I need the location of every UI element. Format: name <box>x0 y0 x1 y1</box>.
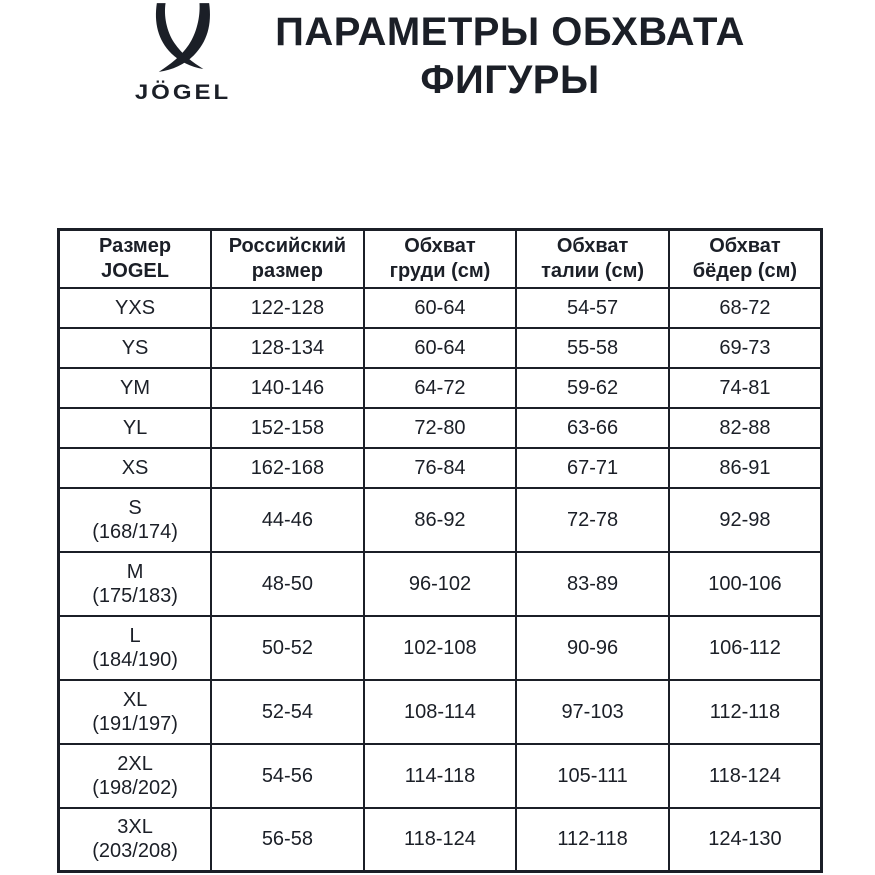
chest-cell: 64-72 <box>364 368 517 408</box>
table-row <box>59 328 822 368</box>
waist-cell: 54-57 <box>516 288 669 328</box>
hips-cell: 118-124 <box>669 744 822 808</box>
hips-cell: 86-91 <box>669 448 822 488</box>
chest-cell: 60-64 <box>364 328 517 368</box>
waist-cell: 90-96 <box>516 616 669 680</box>
size-cell: M (175/183) <box>59 552 212 616</box>
chest-cell: 72-80 <box>364 408 517 448</box>
hips-cell: 124-130 <box>669 808 822 872</box>
col-header-jogel-size: Размер JOGEL <box>59 230 212 288</box>
page-title-line1: ПАРАМЕТРЫ ОБХВАТА <box>275 10 745 54</box>
jogel-v-mark-icon <box>152 2 214 74</box>
size-cell: XS <box>59 448 212 488</box>
chest-cell: 108-114 <box>364 680 517 744</box>
russian-size-cell: 48-50 <box>211 552 364 616</box>
hips-cell: 92-98 <box>669 488 822 552</box>
russian-size-cell: 128-134 <box>211 328 364 368</box>
size-cell: 2XL (198/202) <box>59 744 212 808</box>
page-title-line2: ФИГУРЫ <box>420 58 600 102</box>
size-cell: YS <box>59 328 212 368</box>
chest-cell: 76-84 <box>364 448 517 488</box>
table-row <box>59 368 822 408</box>
table-row <box>59 448 822 488</box>
waist-cell: 112-118 <box>516 808 669 872</box>
col-header-waist: Обхват талии (см) <box>516 230 669 288</box>
size-cell: 3XL (203/208) <box>59 808 212 872</box>
russian-size-cell: 44-46 <box>211 488 364 552</box>
russian-size-cell: 54-56 <box>211 744 364 808</box>
russian-size-cell: 50-52 <box>211 616 364 680</box>
col-header-chest: Обхват груди (см) <box>364 230 517 288</box>
hips-cell: 74-81 <box>669 368 822 408</box>
waist-cell: 55-58 <box>516 328 669 368</box>
table-row <box>59 616 822 680</box>
russian-size-cell: 52-54 <box>211 680 364 744</box>
table-row <box>59 552 822 616</box>
size-cell: XL (191/197) <box>59 680 212 744</box>
chest-cell: 118-124 <box>364 808 517 872</box>
size-chart-table <box>57 228 823 873</box>
hips-cell: 69-73 <box>669 328 822 368</box>
waist-cell: 59-62 <box>516 368 669 408</box>
waist-cell: 67-71 <box>516 448 669 488</box>
chest-cell: 102-108 <box>364 616 517 680</box>
hips-cell: 112-118 <box>669 680 822 744</box>
table-row <box>59 408 822 448</box>
table-row <box>59 288 822 328</box>
hips-cell: 68-72 <box>669 288 822 328</box>
russian-size-cell: 140-146 <box>211 368 364 408</box>
chest-cell: 60-64 <box>364 288 517 328</box>
col-header-hips: Обхват бёдер (см) <box>669 230 822 288</box>
russian-size-cell: 122-128 <box>211 288 364 328</box>
russian-size-cell: 152-158 <box>211 408 364 448</box>
table-row <box>59 488 822 552</box>
waist-cell: 105-111 <box>516 744 669 808</box>
size-cell: YL <box>59 408 212 448</box>
col-header-russian-size: Российский размер <box>211 230 364 288</box>
size-cell: YXS <box>59 288 212 328</box>
hips-cell: 82-88 <box>669 408 822 448</box>
hips-cell: 100-106 <box>669 552 822 616</box>
table-row <box>59 744 822 808</box>
page-title <box>212 8 808 104</box>
waist-cell: 72-78 <box>516 488 669 552</box>
size-cell: S (168/174) <box>59 488 212 552</box>
waist-cell: 63-66 <box>516 408 669 448</box>
table-header-row <box>59 230 822 288</box>
russian-size-cell: 56-58 <box>211 808 364 872</box>
table-row <box>59 808 822 872</box>
russian-size-cell: 162-168 <box>211 448 364 488</box>
waist-cell: 83-89 <box>516 552 669 616</box>
chest-cell: 96-102 <box>364 552 517 616</box>
brand-wordmark: JÖGEL <box>134 80 232 105</box>
table-row <box>59 680 822 744</box>
chest-cell: 114-118 <box>364 744 517 808</box>
size-cell: L (184/190) <box>59 616 212 680</box>
waist-cell: 97-103 <box>516 680 669 744</box>
chest-cell: 86-92 <box>364 488 517 552</box>
size-cell: YM <box>59 368 212 408</box>
hips-cell: 106-112 <box>669 616 822 680</box>
